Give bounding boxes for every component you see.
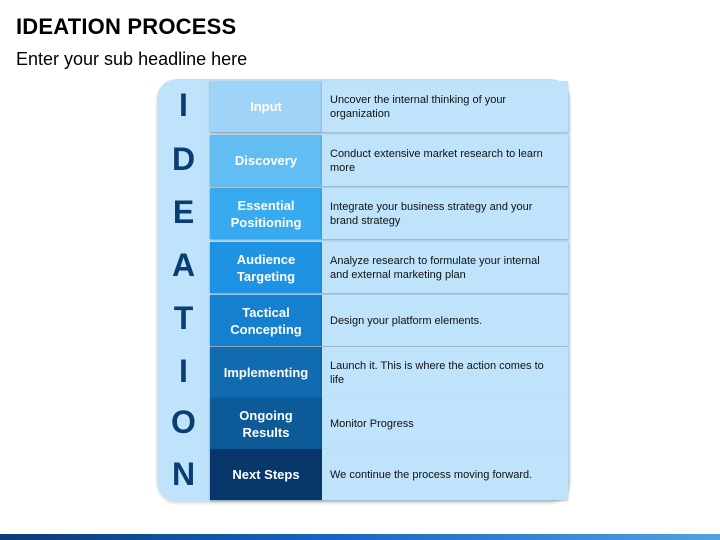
step-label: Input: [250, 99, 282, 114]
step-label-box: [210, 347, 322, 398]
step-description: Conduct extensive market research to learn more: [330, 147, 543, 174]
step-description: Uncover the internal thinking of your organization: [330, 93, 507, 120]
step-description: Analyze research to formulate your internal and external marketing plan: [330, 254, 540, 281]
process-step-row: [210, 295, 568, 346]
step-label: Discovery: [234, 153, 298, 168]
step-description-box: [322, 188, 568, 239]
slide-subtitle: Enter your sub headline here: [16, 49, 248, 69]
step-label-box: [210, 188, 322, 239]
step-label-box: [210, 295, 322, 346]
footer-accent-bar: [0, 534, 720, 540]
step-label-box: [210, 242, 322, 293]
step-description-box: [322, 242, 568, 293]
step-description: Monitor Progress: [330, 417, 414, 430]
process-step-row: [210, 398, 568, 449]
step-label: Ongoing Results: [239, 407, 293, 440]
step-description-box: [322, 398, 568, 449]
step-description: Integrate your business strategy and your brand strategy: [330, 200, 533, 227]
process-step-row: [210, 347, 568, 398]
step-label-box: [210, 81, 322, 132]
acronym-column: [157, 79, 210, 501]
step-label-box: [210, 135, 322, 186]
step-label: Audience Targeting: [236, 251, 296, 284]
acronym-letter-i-2: I: [179, 353, 188, 389]
acronym-letter-e: E: [172, 194, 195, 230]
acronym-letter-o: O: [171, 404, 196, 440]
step-description-box: [322, 449, 568, 500]
process-step-row: [210, 135, 568, 186]
acronym-letter-a: A: [171, 247, 196, 283]
process-step-row: [210, 81, 568, 132]
step-description: We continue the process moving forward.: [330, 468, 533, 481]
acronym-letter-t: T: [173, 300, 194, 336]
step-label: Next Steps: [232, 467, 300, 482]
step-description-box: [322, 135, 568, 186]
step-label-box: [210, 398, 322, 449]
acronym-letter-d: D: [171, 141, 196, 177]
step-label: Essential Positioning: [230, 197, 302, 230]
step-description: Launch it. This is where the action comes to life: [330, 359, 544, 386]
step-label: Implementing: [223, 365, 309, 380]
step-description-box: [322, 347, 568, 398]
step-label-box: [210, 449, 322, 500]
acronym-letter-n: N: [171, 456, 196, 492]
process-step-row: [210, 242, 568, 293]
process-step-row: [210, 449, 568, 500]
acronym-letter-i: I: [179, 87, 188, 123]
process-step-row: [210, 188, 568, 239]
step-description: Design your platform elements.: [330, 314, 483, 327]
slide-title: IDEATION PROCESS: [16, 14, 237, 39]
step-description-box: [322, 81, 568, 132]
step-description-box: [322, 295, 568, 346]
step-label: Tactical Concepting: [230, 304, 302, 337]
